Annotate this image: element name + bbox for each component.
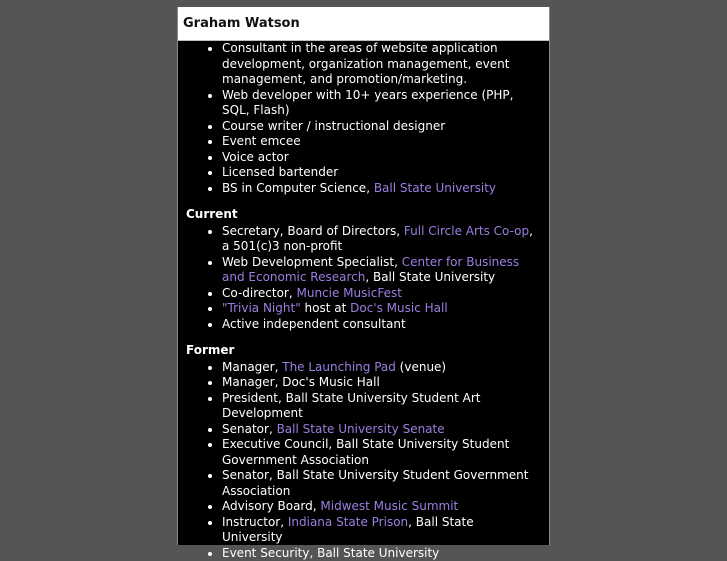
former-item bbox=[222, 546, 534, 561]
intro-item bbox=[222, 165, 534, 181]
former-item bbox=[222, 515, 534, 546]
intro-item bbox=[222, 41, 534, 88]
current-list bbox=[186, 224, 549, 333]
former-item-text: Manager, Doc's Music Hall bbox=[222, 375, 380, 389]
intro-item-text: Course writer / instructional designer bbox=[222, 119, 445, 133]
former-item-text: Event Security, Ball State University bbox=[222, 546, 439, 560]
current-item-link[interactable]: Muncie MusicFest bbox=[296, 286, 401, 300]
current-item-link[interactable]: Full Circle Arts Co-op bbox=[404, 224, 529, 238]
former-item-text: Senator, bbox=[222, 422, 277, 436]
intro-item-text: Licensed bartender bbox=[222, 165, 338, 179]
former-item-link[interactable]: Ball State University Senate bbox=[277, 422, 445, 436]
current-item-text: , a 501(c)3 non-profit bbox=[222, 224, 533, 254]
intro-item bbox=[222, 119, 534, 135]
former-item bbox=[222, 499, 534, 515]
intro-item-text: Voice actor bbox=[222, 150, 289, 164]
intro-item bbox=[222, 88, 534, 119]
profile-content bbox=[178, 41, 549, 561]
profile-panel bbox=[177, 7, 550, 545]
intro-item bbox=[222, 150, 534, 166]
current-item-text: Active independent consultant bbox=[222, 317, 406, 331]
current-item-text: Co-director, bbox=[222, 286, 296, 300]
current-item-text: , Ball State University bbox=[365, 270, 495, 284]
intro-item-text: Web developer with 10+ years experience (PHP, SQL, Flash) bbox=[222, 88, 513, 118]
former-item bbox=[222, 375, 534, 391]
former-item-text: Executive Council, Ball State University Student Government Association bbox=[222, 437, 509, 467]
intro-item-text: Event emcee bbox=[222, 134, 301, 148]
former-item bbox=[222, 391, 534, 422]
former-item-text: , Ball State University bbox=[222, 515, 474, 545]
current-item-link[interactable]: Center for Business and Economic Research bbox=[222, 255, 519, 285]
former-item-text: (venue) bbox=[396, 360, 446, 374]
former-item-link[interactable]: Indiana State Prison bbox=[288, 515, 408, 529]
current-item bbox=[222, 224, 534, 255]
current-section-title: Current bbox=[186, 207, 549, 223]
current-item bbox=[222, 301, 534, 317]
former-item bbox=[222, 437, 534, 468]
intro-item-text: BS in Computer Science, bbox=[222, 181, 374, 195]
former-item bbox=[222, 360, 534, 376]
former-item-text: Advisory Board, bbox=[222, 499, 320, 513]
intro-list bbox=[186, 41, 549, 196]
current-item-text: host at bbox=[301, 301, 350, 315]
current-item-text: Web Development Specialist, bbox=[222, 255, 402, 269]
intro-item bbox=[222, 134, 534, 150]
current-item-text: Secretary, Board of Directors, bbox=[222, 224, 404, 238]
profile-header bbox=[178, 7, 549, 41]
profile-name: Graham Watson bbox=[183, 16, 300, 31]
current-item-link[interactable]: Doc's Music Hall bbox=[350, 301, 448, 315]
intro-item-link[interactable]: Ball State University bbox=[374, 181, 496, 195]
former-list bbox=[186, 360, 549, 561]
former-item-text: Senator, Ball State University Student Government Association bbox=[222, 468, 528, 498]
former-item-link[interactable]: The Launching Pad bbox=[282, 360, 396, 374]
current-item bbox=[222, 317, 534, 333]
former-item-text: President, Ball State University Student Art Development bbox=[222, 391, 481, 421]
former-section-title: Former bbox=[186, 343, 549, 359]
intro-item bbox=[222, 181, 534, 197]
former-item-text: Instructor, bbox=[222, 515, 288, 529]
former-item-link[interactable]: Midwest Music Summit bbox=[320, 499, 458, 513]
former-item bbox=[222, 422, 534, 438]
current-item bbox=[222, 255, 534, 286]
former-item-text: Manager, bbox=[222, 360, 282, 374]
former-item bbox=[222, 468, 534, 499]
current-item bbox=[222, 286, 534, 302]
intro-item-text: Consultant in the areas of website application development, organization management, event management, and promotion/marketing. bbox=[222, 41, 509, 86]
current-item-link[interactable]: "Trivia Night" bbox=[222, 301, 301, 315]
